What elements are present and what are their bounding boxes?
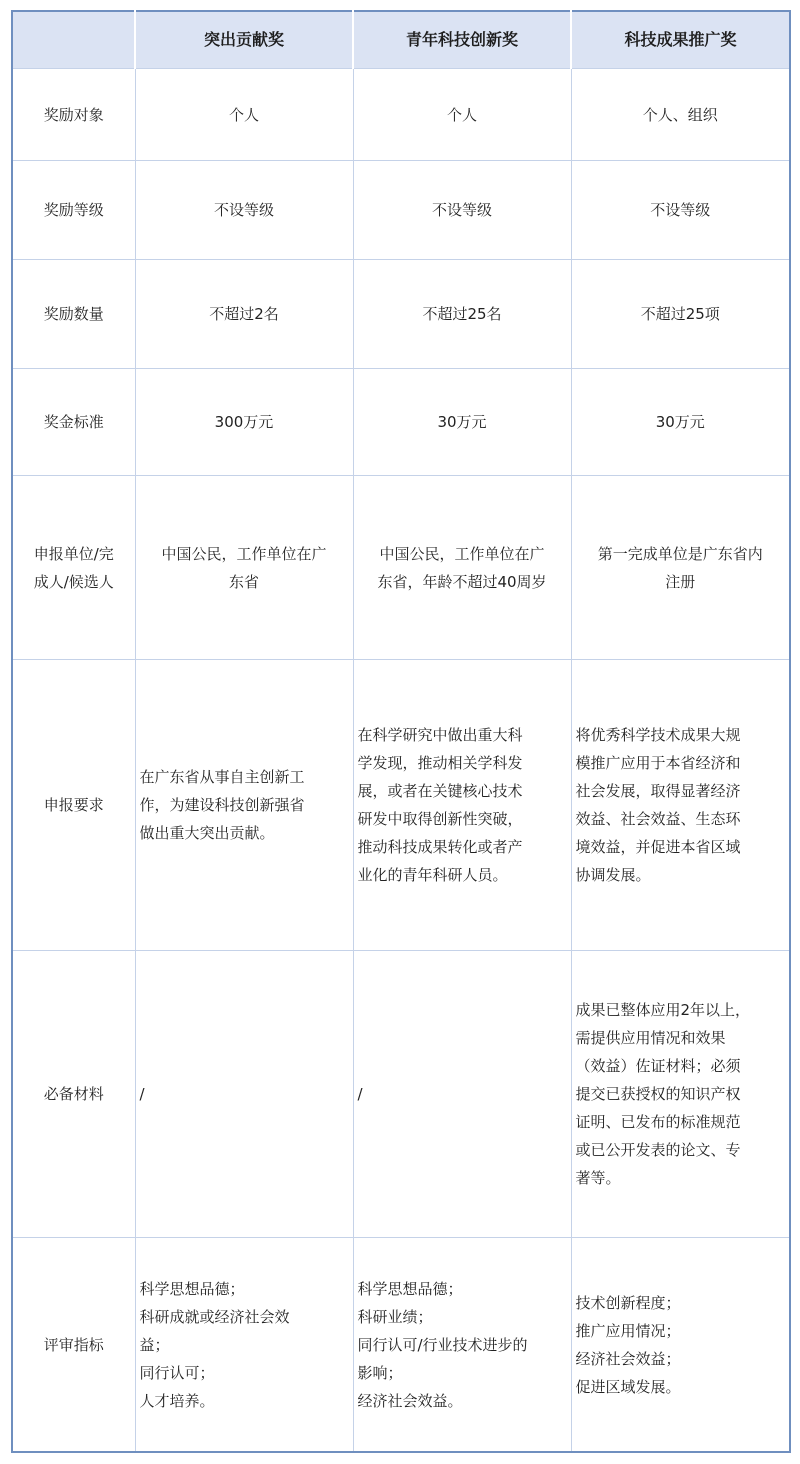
cell-line: 在科学研究中做出重大科 [357, 726, 523, 744]
row-label: 必备材料 [12, 951, 135, 1238]
header-row [12, 11, 790, 69]
row-label-line: 申报单位/完 [33, 544, 114, 563]
cell-line: 推广应用情况； [575, 1321, 681, 1340]
table-row [12, 260, 790, 369]
cell-line: 提交已获授权的知识产权 [575, 1085, 741, 1103]
cell-line: 技术创新程度； [575, 1293, 681, 1312]
table-cell [571, 951, 790, 1238]
table-cell: 不设等级 [571, 161, 790, 260]
table-cell: 300万元 [135, 369, 353, 476]
cell-line: 效益、社会效益、生态环 [575, 810, 741, 828]
table-cell: 不超过25项 [571, 260, 790, 369]
table-cell [135, 660, 353, 951]
cell-line: 将优秀科学技术成果大规 [575, 726, 741, 744]
row-label-line: 成人/候选人 [33, 572, 114, 591]
cell-line: 证明、已发布的标准规范 [575, 1113, 741, 1131]
cell-line: 第一完成单位是广东省内 [597, 544, 763, 563]
cell-line: 促进区域发展。 [575, 1377, 681, 1396]
row-label: 奖金标准 [12, 369, 135, 476]
cell-line: 东省 [228, 572, 259, 591]
cell-line: 中国公民，工作单位在广 [379, 544, 545, 563]
cell-line: 展，或者在关键核心技术 [357, 782, 523, 800]
awards-comparison-table [11, 10, 791, 1453]
table-cell [571, 476, 790, 660]
header-outstanding-contribution-award: 突出贡献奖 [135, 11, 353, 69]
cell-line: 推动科技成果转化或者产 [357, 838, 523, 856]
row-label: 评审指标 [12, 1238, 135, 1453]
table-row [12, 951, 790, 1238]
header-achievement-promotion-award: 科技成果推广奖 [571, 11, 790, 69]
cell-line: 作，为建设科技创新强省 [139, 796, 305, 814]
table-cell: 个人 [135, 69, 353, 161]
header-corner-cell [12, 11, 135, 69]
cell-line: 在广东省从事自主创新工 [139, 768, 305, 786]
table-cell [135, 1238, 353, 1453]
cell-line: 需提供应用情况和效果 [575, 1029, 726, 1047]
table-cell: 个人、组织 [571, 69, 790, 161]
table-cell: 不设等级 [135, 161, 353, 260]
cell-line: 学发现，推动相关学科发 [357, 754, 523, 772]
cell-line: 业化的青年科研人员。 [357, 866, 508, 884]
cell-line: 经济社会效益。 [357, 1391, 463, 1410]
cell-line: 研发中取得创新性突破， [357, 810, 523, 828]
table-row [12, 161, 790, 260]
cell-line: （效益）佐证材料；必须 [575, 1057, 741, 1075]
cell-line: 益； [139, 1335, 170, 1354]
row-label: 奖励等级 [12, 161, 135, 260]
cell-line: 境效益，并促进本省区域 [575, 838, 741, 856]
cell-line: 社会发展，取得显著经济 [575, 782, 741, 800]
cell-line: 做出重大突出贡献。 [139, 824, 275, 842]
row-label: 申报要求 [12, 660, 135, 951]
table-cell [353, 476, 571, 660]
table-cell [571, 660, 790, 951]
table-cell [353, 951, 571, 1238]
table-cell [353, 660, 571, 951]
cell-line: 人才培养。 [139, 1391, 215, 1410]
cell-line: 科学思想品德； [139, 1279, 245, 1298]
table-row [12, 660, 790, 951]
cell-line: 注册 [665, 572, 696, 591]
cell-line: 著等。 [575, 1169, 621, 1187]
cell-line: 科学思想品德； [357, 1279, 463, 1298]
table-cell: 不设等级 [353, 161, 571, 260]
cell-line: 成果已整体应用2年以上， [575, 1001, 751, 1019]
cell-line: 同行认可/行业技术进步的 [357, 1335, 528, 1354]
row-label: 奖励数量 [12, 260, 135, 369]
cell-line: 或已公开发表的论文、专 [575, 1141, 741, 1159]
table-row [12, 476, 790, 660]
row-label [12, 476, 135, 660]
table-row [12, 369, 790, 476]
table-cell [353, 1238, 571, 1453]
header-youth-innovation-award: 青年科技创新奖 [353, 11, 571, 69]
cell-line: 科研业绩； [357, 1307, 433, 1326]
cell-line: 协调发展。 [575, 866, 651, 884]
table-cell: 不超过2名 [135, 260, 353, 369]
table-cell [135, 951, 353, 1238]
cell-line: 科研成就或经济社会效 [139, 1307, 290, 1326]
table-cell [135, 476, 353, 660]
table-row [12, 1238, 790, 1453]
row-label: 奖励对象 [12, 69, 135, 161]
cell-line: 模推广应用于本省经济和 [575, 754, 741, 772]
table-cell: 个人 [353, 69, 571, 161]
cell-line: 影响； [357, 1363, 403, 1382]
awards-comparison-table-container [11, 10, 789, 1453]
cell-line: / [139, 1085, 145, 1103]
cell-line: 同行认可； [139, 1363, 215, 1382]
cell-line: / [357, 1085, 363, 1103]
table-cell: 不超过25名 [353, 260, 571, 369]
table-cell [571, 1238, 790, 1453]
table-cell: 30万元 [353, 369, 571, 476]
table-cell: 30万元 [571, 369, 790, 476]
cell-line: 中国公民，工作单位在广 [161, 544, 327, 563]
table-row [12, 69, 790, 161]
cell-line: 经济社会效益； [575, 1349, 681, 1368]
cell-line: 东省，年龄不超过40周岁 [377, 572, 547, 591]
